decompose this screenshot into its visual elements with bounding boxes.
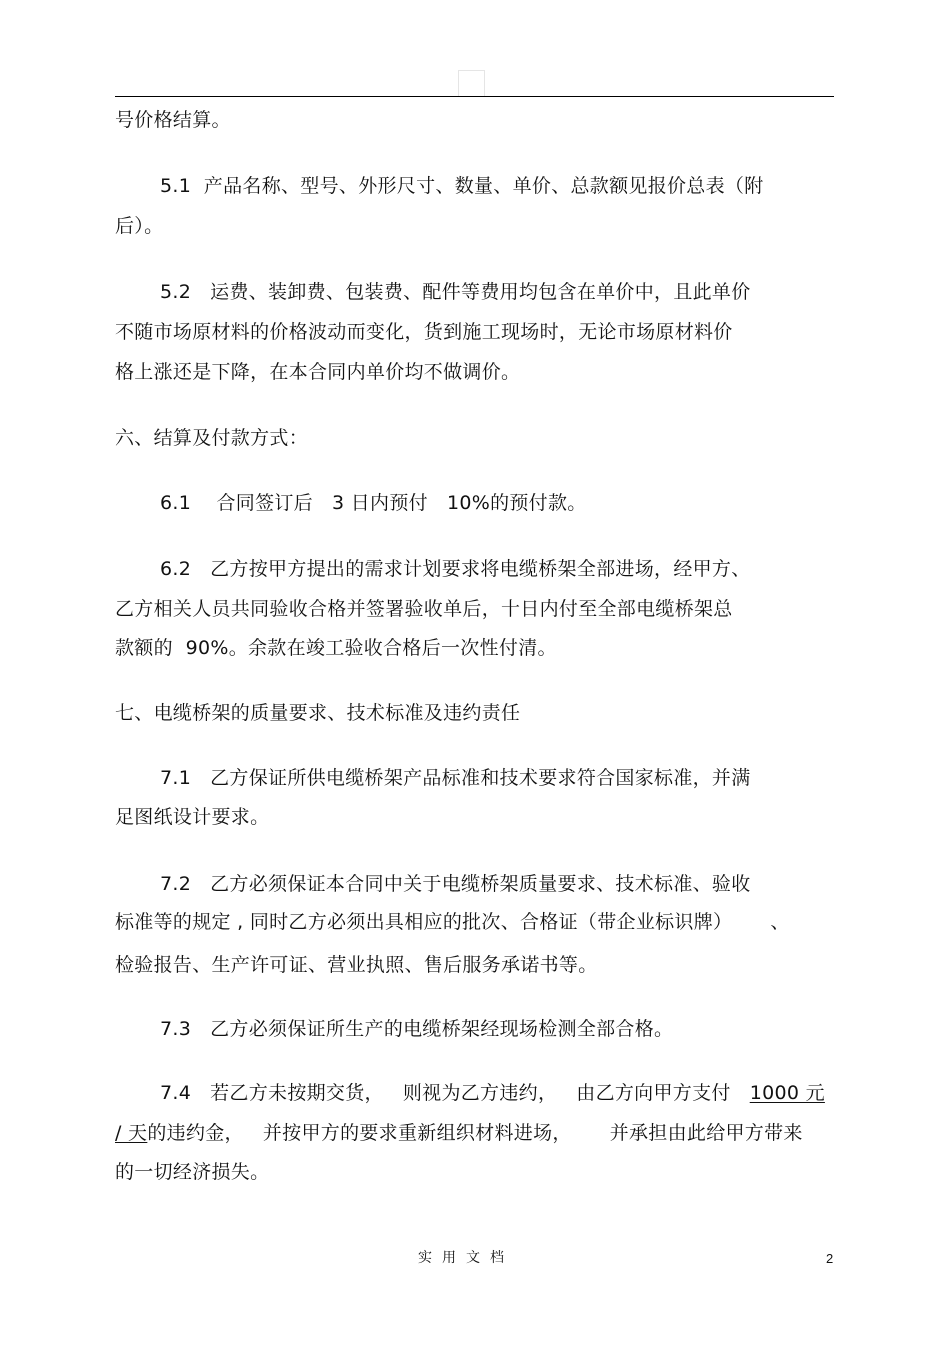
text-line: 乙方相关人员共同验收合格并签署验收单后，十日内付至全部电缆桥架总 [115, 598, 733, 620]
text-line: 足图纸设计要求。 [115, 806, 270, 828]
clause-7-3: 7.3 乙方必须保证所生产的电缆桥架经现场检测全部合格。 [160, 1018, 674, 1040]
penalty-unit: / 天 [115, 1122, 148, 1144]
text-line [115, 1121, 803, 1145]
header-box [458, 70, 485, 96]
clause-7-2: 7.2 乙方必须保证本合同中关于电缆桥架质量要求、技术标准、验收 [160, 873, 751, 895]
text-span: 7.4 若乙方未按期交货， 则视为乙方违约， 由乙方向甲方支付 [160, 1082, 750, 1104]
clause-7-1: 7.1 乙方保证所供电缆桥架产品标准和技术要求符合国家标准，并满 [160, 767, 751, 789]
clause-5-2: 5.2 运费、装卸费、包装费、配件等费用均包含在单价中，且此单价 [160, 281, 751, 303]
clause-5-1: 5.1 产品名称、型号、外形尺寸、数量、单价、总款额见报价总表（附 [160, 175, 764, 197]
text-line: 款额的 90%。余款在竣工验收合格后一次性付清。 [115, 637, 557, 659]
section-6-heading: 六、结算及付款方式： [115, 427, 309, 449]
clause-7-4 [160, 1081, 825, 1105]
text-line: 号价格结算。 [115, 109, 231, 131]
page-number: 2 [826, 1251, 834, 1266]
text-line: 格上涨还是下降，在本合同内单价均不做调价。 [115, 361, 521, 383]
clause-6-1: 6.1 合同签订后 3 日内预付 10%的预付款。 [160, 492, 587, 514]
text-span: 的违约金， 并按甲方的要求重新组织材料进场， 并承担由此给甲方带来 [147, 1122, 803, 1144]
text-line: 检验报告、生产许可证、营业执照、售后服务承诺书等。 [115, 954, 598, 976]
text-line: 的一切经济损失。 [115, 1161, 270, 1183]
text-line: 不随市场原材料的价格波动而变化，货到施工现场时，无论市场原材料价 [115, 321, 733, 343]
footer-label: 实用文档 [418, 1250, 514, 1266]
section-7-heading: 七、电缆桥架的质量要求、技术标准及违约责任 [115, 702, 521, 724]
text-line: 标准等的规定 , 同时乙方必须出具相应的批次、合格证（带企业标识牌） 、 [115, 911, 790, 933]
text-line: 后）。 [115, 215, 164, 237]
header-rule [115, 96, 834, 97]
clause-6-2: 6.2 乙方按甲方提出的需求计划要求将电缆桥架全部进场，经甲方、 [160, 558, 751, 580]
penalty-amount: 1000 元 [749, 1082, 825, 1104]
